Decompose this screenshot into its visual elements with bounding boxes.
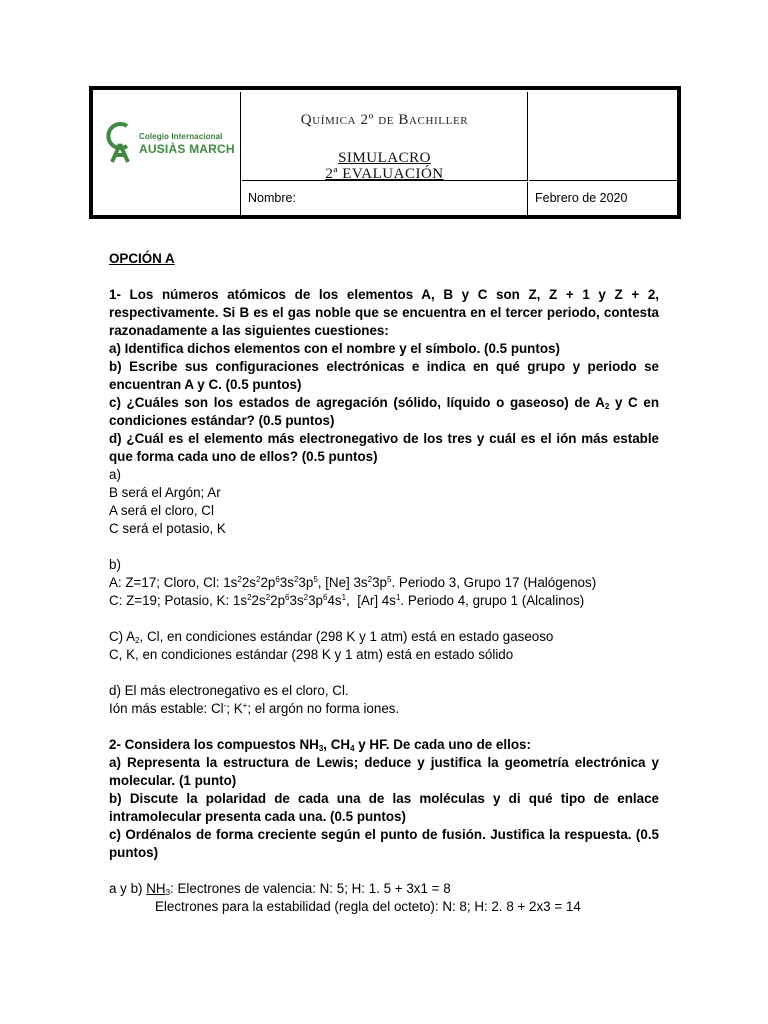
- exam-content: [109, 250, 659, 916]
- ans-b-a-prefix: A: Z=17; Cloro, Cl: 1s: [109, 575, 238, 590]
- ans-c-post: , Cl, en condiciones estándar (298 K y 1 atm) está en estado gaseoso: [139, 629, 554, 644]
- ans-c-pre: C) A: [109, 629, 136, 644]
- logo-cell: [95, 92, 241, 215]
- date-cell: [529, 182, 679, 215]
- ans-b-c-suffix: . Periodo 4, grupo 1 (Alcalinos): [400, 593, 585, 608]
- blank-cell: [529, 92, 679, 181]
- ans-ab-compound-sub: 3: [165, 888, 171, 897]
- q1-c-sub: 2: [604, 402, 610, 411]
- q1-statement: 1- Los números atómicos de los elementos A, B y C son Z, Z + 1 y Z + 2, respectivamente. Si B es el gas noble que se encuentra en el tercer periodo, contesta razonadamente a las siguientes cuestiones:: [109, 287, 659, 338]
- ans-ab-compound: [146, 881, 170, 896]
- ans-c-line1: [109, 628, 659, 646]
- ans-a-line3: C será el potasio, K: [109, 521, 226, 536]
- q2-pre: 2- Considera los compuestos NH: [109, 737, 319, 752]
- q2-post: y HF. De cada uno de ellos:: [354, 737, 531, 752]
- name-cell: [242, 182, 528, 215]
- ans-a-label: a): [109, 467, 121, 482]
- ans-ab-line1: [109, 880, 659, 898]
- ans-ab-line2: Electrones para la estabilidad (regla del octeto): N: 8; H: 2. 8 + 2x3 = 14: [155, 899, 581, 914]
- ans-ab-rest: Electrones de valencia: N: 5; H: 1. 5 + 3x1 = 8: [173, 881, 451, 896]
- doc-title: Química 2º de Bachiller: [300, 112, 469, 128]
- q1-c-post: y C en condiciones estándar? (0.5 puntos): [109, 395, 659, 428]
- ans-ab-compound-text: NH: [146, 881, 166, 896]
- option-title: OPCIÓN A: [109, 251, 175, 266]
- ans-d-line1: d) El más electronegativo es el cloro, Cl.: [109, 683, 349, 698]
- ans-ab-prefix: a y b): [109, 881, 147, 896]
- q1-part-b: b) Escribe sus configuraciones electrónicas e indica en qué grupo y periodo se encuentran A y C. (0.5 puntos): [109, 359, 659, 392]
- ans-b-a-suffix: . Periodo 3, Grupo 17 (Halógenos): [391, 575, 597, 590]
- logo-text: [139, 132, 235, 156]
- ans-a-line1: B será el Argón; Ar: [109, 485, 221, 500]
- ans-ab-colon: :: [170, 881, 174, 896]
- q2-part-a: a) Representa la estructura de Lewis; deduce y justifica la geometría electrónica y molecular. (1 punto): [109, 755, 659, 788]
- header-table: [89, 86, 681, 219]
- doc-subtitle-2: 2ª EVALUACIÓN: [325, 166, 444, 182]
- ans-c-line2: C, K, en condiciones estándar (298 K y 1 atm) está en estado sólido: [109, 647, 514, 662]
- q1-part-d: d) ¿Cuál es el elemento más electronegativo de los tres y cuál es el ión más estable que forma cada uno de ellos? (0.5 puntos): [109, 431, 659, 464]
- ans-c-sub: 2: [135, 636, 140, 645]
- ans-b-line-c: C: Z=19; Potasio, K: $1s^22s^22p^63s^23p^64s^1$, [Ar] $4s^1$. Periodo 4, grupo 1 (Alcalinos): [109, 593, 585, 608]
- q2-mid: , CH: [323, 737, 351, 752]
- ans-d-pre: Ión más estable: Cl: [109, 701, 224, 716]
- q2-part-b: b) Discute la polaridad de cada una de las moléculas y di qué tipo de enlace intramolecular presenta cada una. (0.5 puntos): [109, 791, 659, 824]
- q2-statement: 2- Considera los compuestos $NH_3$, $CH_4$ y HF. De cada uno de ellos:: [109, 737, 531, 753]
- q2-part-c: c) Ordénalos de forma creciente según el punto de fusión. Justifica la respuesta. (0.5 puntos): [109, 827, 659, 860]
- logo-small-text: Colegio Internacional: [139, 132, 223, 141]
- doc-subtitle-1: SIMULACRO: [338, 150, 431, 166]
- name-label: Nombre:: [248, 191, 296, 205]
- q1-part-c: [109, 394, 659, 430]
- title-cell: [242, 92, 528, 181]
- ans-a-line2: A será el cloro, Cl: [109, 503, 214, 518]
- q1-part-a: a) Identifica dichos elementos con el nombre y el símbolo. (0.5 puntos): [109, 341, 560, 356]
- logo-big-text: AUSIÀS MARCH: [139, 142, 235, 156]
- ans-b-c-prefix: C: Z=19; Potasio, K: 1s: [109, 593, 248, 608]
- ans-b-label: b): [109, 557, 121, 572]
- date-text: Febrero de 2020: [535, 191, 628, 205]
- ans-b-line-a: A: Z=17; Cloro, Cl: $1s^22s^22p^63s^23p^5$, [Ne] $3s^23p^5$. Periodo 3, Grupo 17 (Halógenos): [109, 575, 597, 590]
- ans-d-line2: Ión más estable: Cl-; K+; el argón no forma iones.: [109, 701, 400, 716]
- ans-d-post: ; el argón no forma iones.: [247, 701, 400, 716]
- school-logo-icon: [105, 122, 135, 164]
- q1-c-pre: c) ¿Cuáles son los estados de agregación (sólido, líquido o gaseoso) de A: [109, 395, 605, 410]
- ans-d-mid: ; K: [226, 701, 243, 716]
